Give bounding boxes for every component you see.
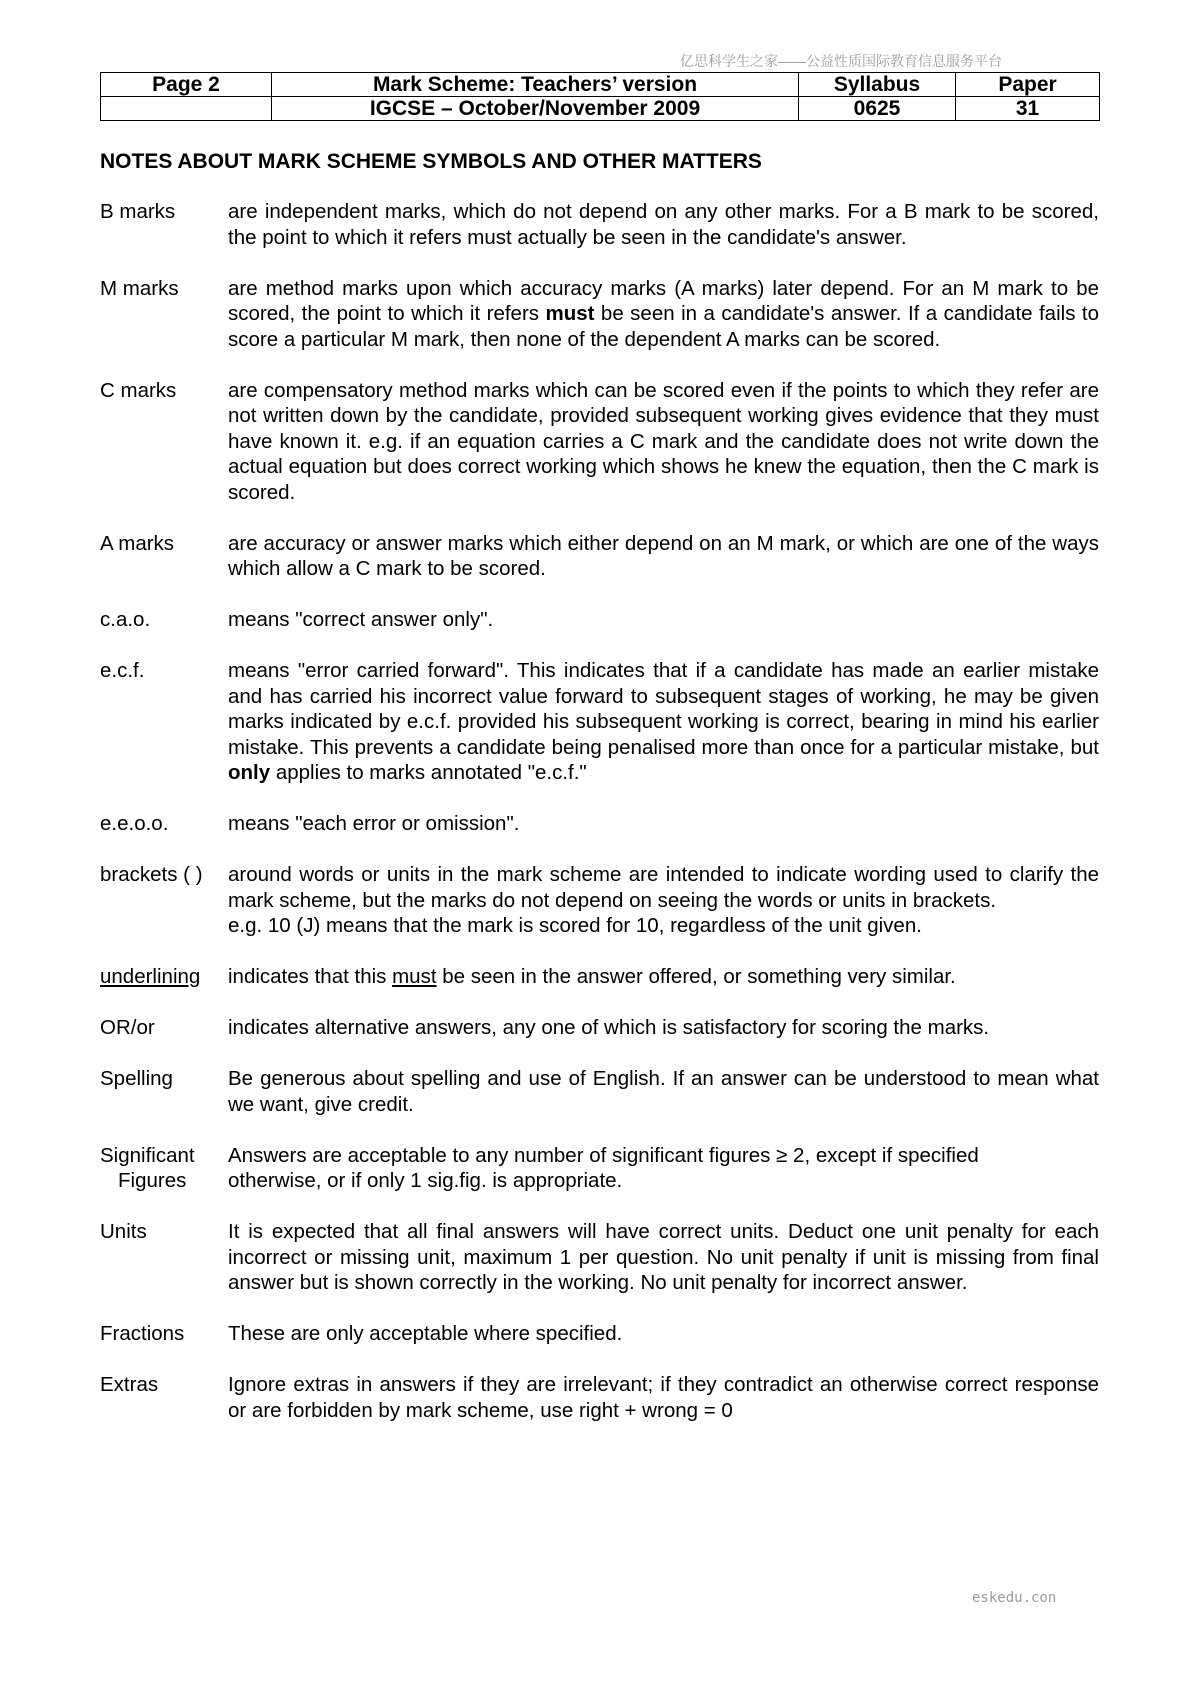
description: are independent marks, which do not depend on any other marks. For a B mark to be scored, the point to which it refers must actually be seen in the candidate's answer. <box>228 200 1099 249</box>
term: Spelling <box>100 1067 173 1090</box>
term <box>100 1143 228 1194</box>
definition-a-marks <box>100 531 1099 582</box>
underlined-must: must <box>392 965 437 988</box>
term: Units <box>100 1220 147 1243</box>
term: c.a.o. <box>100 608 151 631</box>
text-part: be seen in a candidate's answer. If a candidate fails to score a particular M mark, then none of the dependent A marks can be scored. <box>228 302 1099 351</box>
term: M marks <box>100 276 179 300</box>
term: OR/or <box>100 1016 155 1039</box>
paper-label: Paper <box>956 73 1100 97</box>
description: indicates alternative answers, any one of which is satisfactory for scoring the marks. <box>228 1016 990 1039</box>
description: It is expected that all final answers will have correct units. Deduct one unit penalty for each incorrect or missing unit, maximum 1 per question. No unit penalty if unit is missing from final answer but is shown correctly in the working. No unit penalty for incorrect answer. <box>228 1220 1099 1294</box>
definition-m-marks <box>100 276 1099 353</box>
description: are compensatory method marks which can be scored even if the points to which they refer are not written down by the candidate, provided subsequent working gives evidence that they must have known it. e.g. if an equation carries a C mark and the candidate does not write down the actual equation but does correct working which shows he knew the equation, then the C mark is scored. <box>228 378 1099 504</box>
description: means "each error or omission". <box>228 812 520 835</box>
watermark-bottom: eskedu.con <box>972 1590 1057 1606</box>
section-title: NOTES ABOUT MARK SCHEME SYMBOLS AND OTHER MATTERS <box>100 150 762 173</box>
example: e.g. 10 (J) means that the mark is scored for 10, regardless of the unit given. <box>228 914 922 937</box>
text-part: are method marks upon which accuracy marks (A marks) later depend. For an M mark to be scored, the point to which it refers <box>228 276 1099 325</box>
definition-underlining <box>100 964 1099 990</box>
term: underlining <box>100 965 201 988</box>
description: Be generous about spelling and use of English. If an answer can be understood to mean what we want, give credit. <box>228 1067 1099 1116</box>
watermark-top: 亿思科学生之家——公益性质国际教育信息服务平台 <box>680 53 1002 69</box>
syllabus-label: Syllabus <box>799 73 956 97</box>
definition-b-marks <box>100 199 1099 250</box>
definition-spelling <box>100 1066 1099 1117</box>
definitions-list <box>100 199 1099 1449</box>
term: B marks <box>100 200 176 223</box>
description <box>228 658 1099 786</box>
description: are accuracy or answer marks which either depend on an M mark, or which are one of the ways which allow a C mark to be scored. <box>228 531 1099 580</box>
description: These are only acceptable where specified. <box>228 1322 623 1345</box>
definition-ecf <box>100 658 1099 786</box>
definition-brackets <box>100 862 1099 939</box>
header-table <box>100 72 1100 121</box>
term: Fractions <box>100 1322 185 1345</box>
description <box>228 964 1099 990</box>
text-part: applies to marks annotated "e.c.f." <box>270 761 587 784</box>
description <box>228 1143 1099 1194</box>
emphasis-only: only <box>228 761 271 784</box>
text-part: indicates that this <box>228 965 393 988</box>
paper-number: 31 <box>956 97 1100 121</box>
term: A marks <box>100 531 175 555</box>
header-row-1 <box>101 73 1100 97</box>
header-empty-cell <box>101 97 272 121</box>
term: brackets ( ) <box>100 863 203 886</box>
text-line: Answers are acceptable to any number of significant figures ≥ 2, except if specified <box>228 1143 979 1167</box>
definition-units <box>100 1219 1099 1296</box>
term: C marks <box>100 378 177 402</box>
definition-fractions <box>100 1321 1099 1347</box>
definition-cao <box>100 607 1099 633</box>
term: Extras <box>100 1373 159 1396</box>
term: e.e.o.o. <box>100 812 169 835</box>
emphasis-must: must <box>545 302 595 325</box>
document-title: Mark Scheme: Teachers’ version <box>272 73 799 97</box>
term-line: Figures <box>118 1169 187 1192</box>
definition-significant-figures <box>100 1143 1099 1194</box>
exam-session: IGCSE – October/November 2009 <box>272 97 799 121</box>
description: Ignore extras in answers if they are irrelevant; if they contradict an otherwise correct response or are forbidden by mark scheme, use right + wrong = 0 <box>228 1373 1099 1422</box>
text-part: means "error carried forward". This indicates that if a candidate has made an earlier mistake and has carried his incorrect value forward to subsequent stages of working, he may be given marks indicated by e.c.f. provided his subsequent working is correct, bearing in mind his earlier mistake. This prevents a candidate being penalised more than once for a particular mistake, but <box>228 659 1099 759</box>
definition-or <box>100 1015 1099 1041</box>
text-part: around words or units in the mark scheme are intended to indicate wording used to clarify the mark scheme, but the marks do not depend on seeing the words or units in brackets. <box>228 863 1099 912</box>
header-row-2 <box>101 97 1100 121</box>
text-line: otherwise, or if only 1 sig.fig. is appropriate. <box>228 1169 623 1192</box>
syllabus-code: 0625 <box>799 97 956 121</box>
definition-eeoo <box>100 811 1099 837</box>
text-part: be seen in the answer offered, or something very similar. <box>436 965 956 988</box>
term-line: Significant <box>100 1143 195 1167</box>
description: means "correct answer only". <box>228 608 494 631</box>
description <box>228 862 1099 939</box>
term: e.c.f. <box>100 659 145 682</box>
definition-extras <box>100 1372 1099 1423</box>
description <box>228 276 1099 353</box>
definition-c-marks <box>100 378 1099 506</box>
page-number: Page 2 <box>101 73 272 97</box>
